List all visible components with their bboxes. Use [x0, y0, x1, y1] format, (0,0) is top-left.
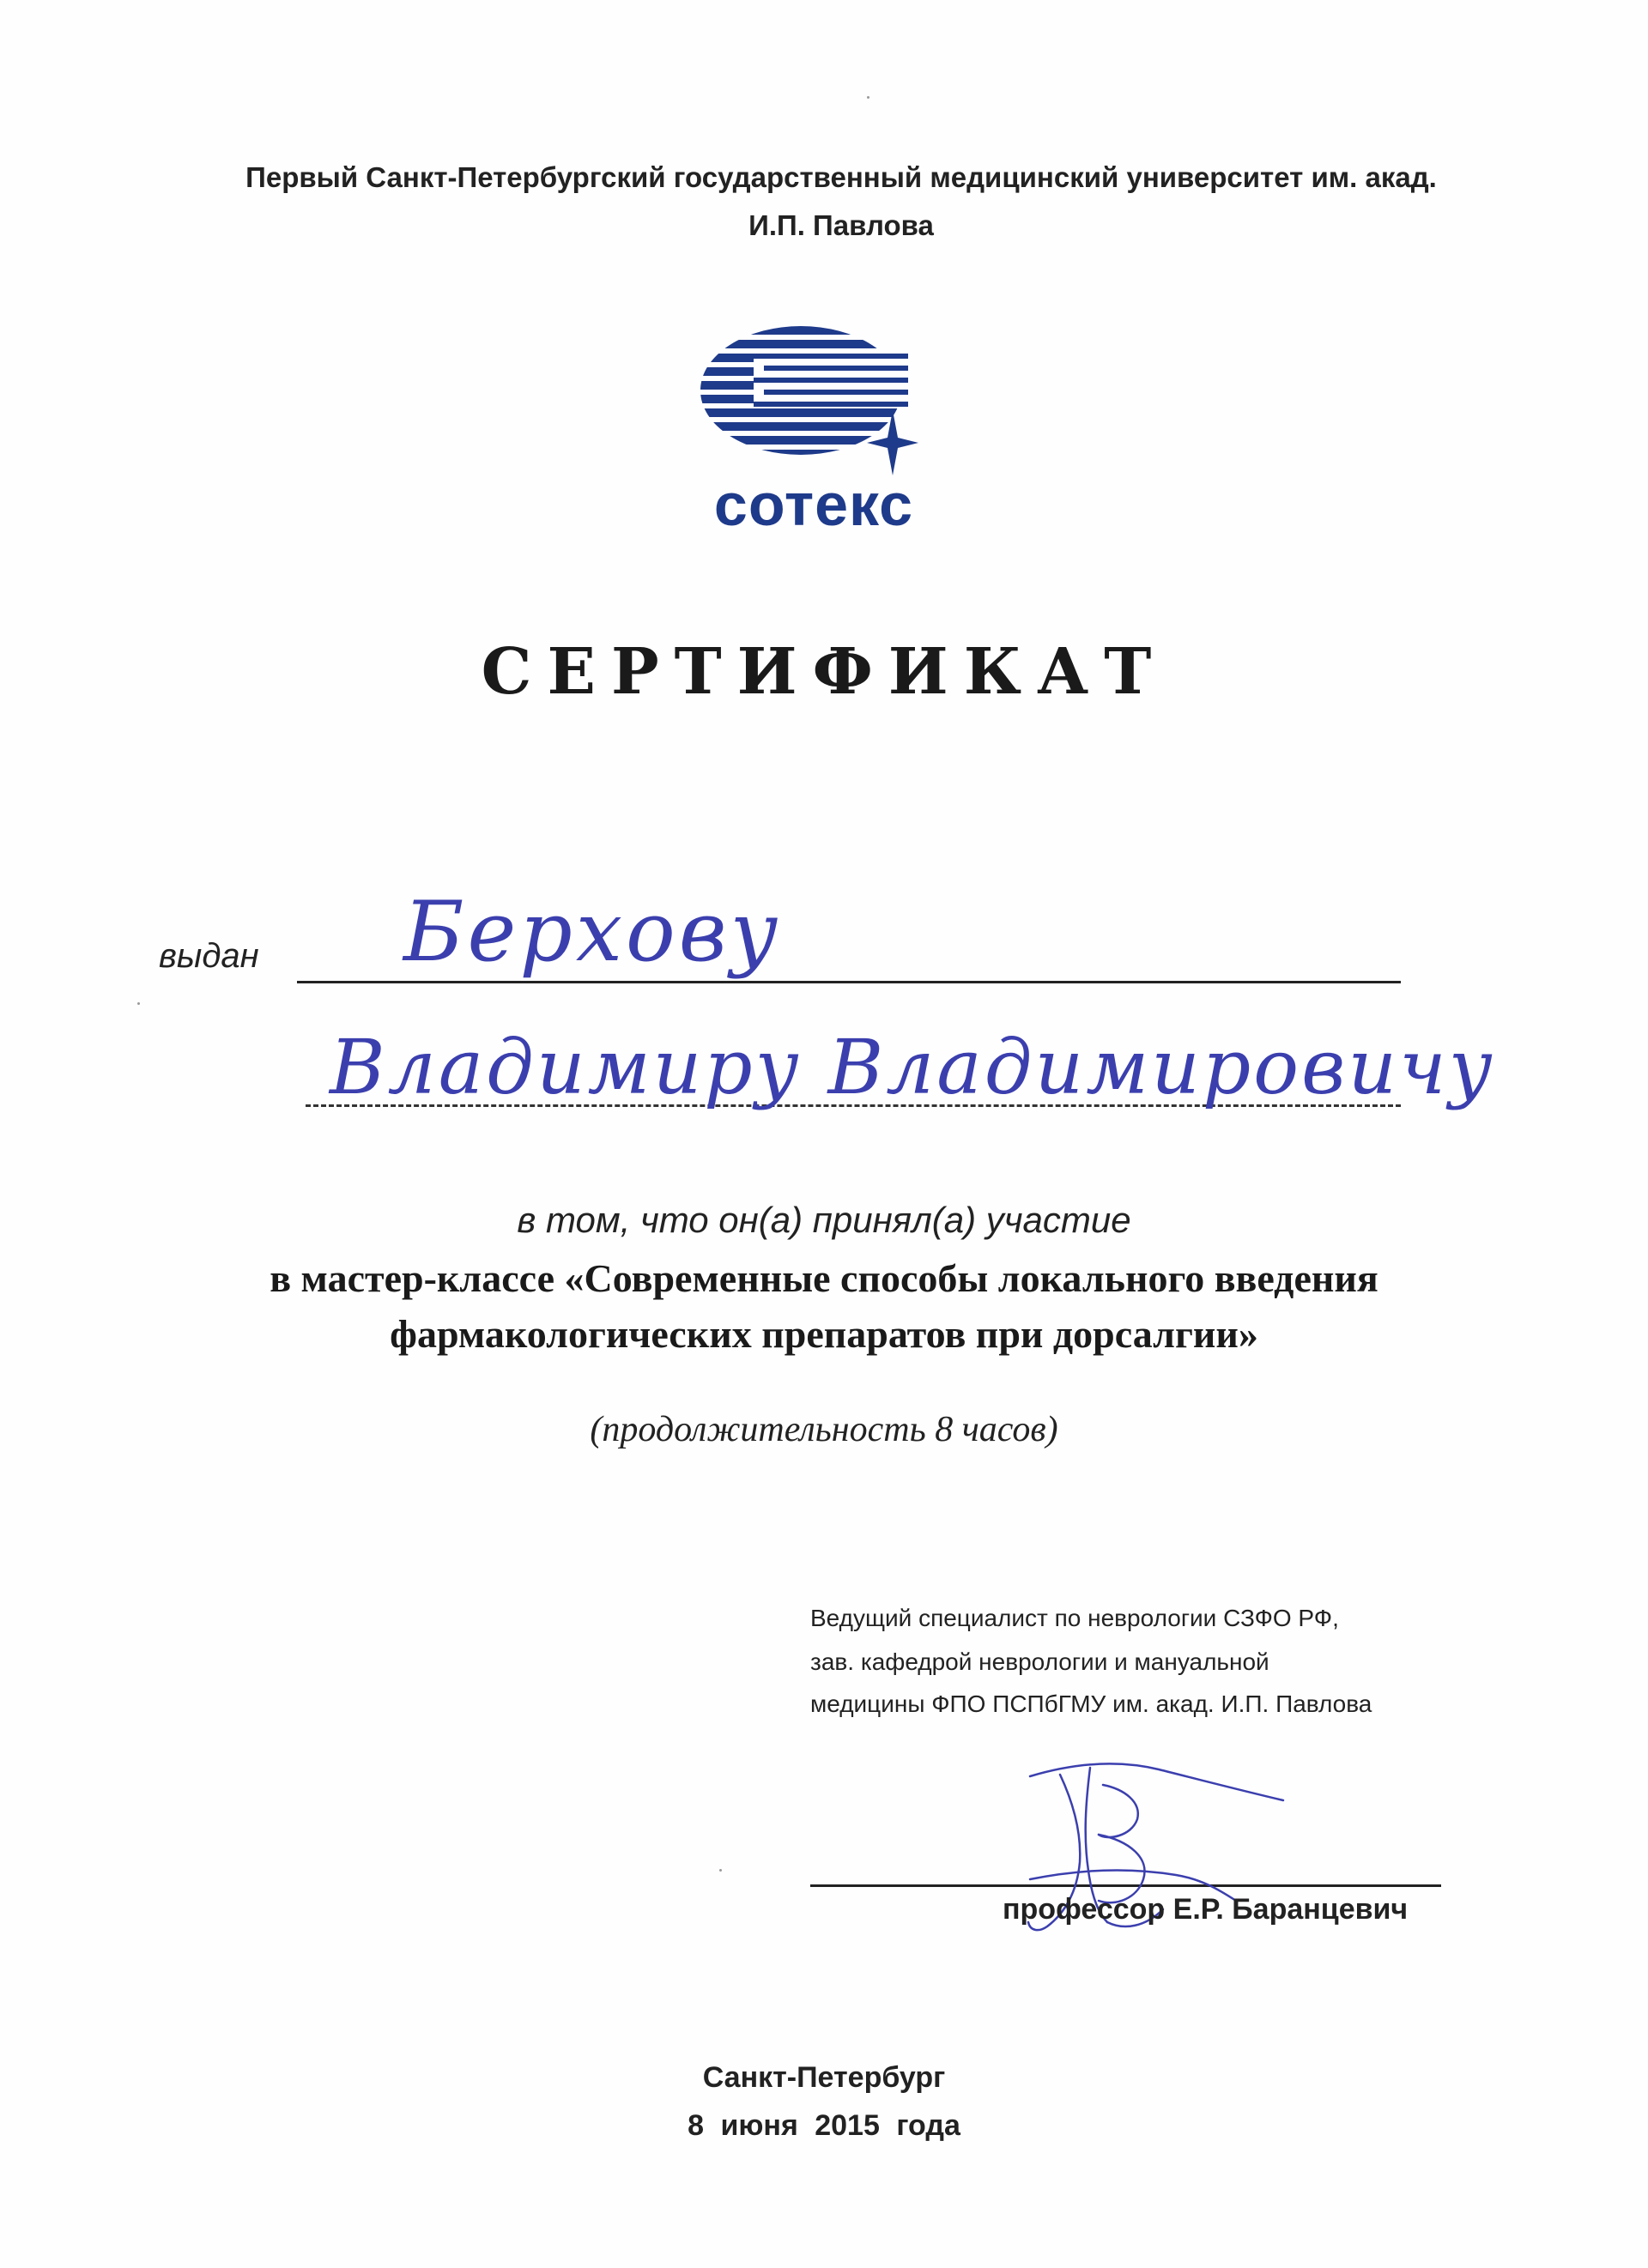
- recipient-surname-handwritten: Берхову: [403, 884, 782, 980]
- issued-label: выдан: [159, 937, 259, 975]
- issue-city: Санкт-Петербург: [702, 2061, 946, 2094]
- paper-speck: [137, 1002, 140, 1005]
- course-title-line1: в мастер-классе «Современные способы локального введения: [270, 1256, 1378, 1300]
- course-duration: (продолжительность 8 часов): [590, 1410, 1058, 1449]
- paper-speck: [719, 1869, 722, 1872]
- recipient-line-1: [297, 981, 1401, 983]
- university-name-line1: Первый Санкт-Петербургский государственный медицинский университет им. акад.: [245, 161, 1437, 193]
- signatory-title-line3: медицины ФПО ПСПбГМУ им. акад. И.П. Павлова: [810, 1690, 1372, 1717]
- participation-text: в том, что он(а) принял(а) участие: [517, 1200, 1131, 1240]
- signatory-title-line2: зав. кафедрой неврологии и мануальной: [810, 1648, 1269, 1675]
- issue-date: 8 июня 2015 года: [688, 2109, 960, 2142]
- university-name-line2: И.П. Павлова: [748, 209, 934, 241]
- signatory-title-line1: Ведущий специалист по неврологии СЗФО РФ,: [810, 1605, 1339, 1631]
- course-title-line2: фармакологических препаратов при дорсалгии»: [390, 1312, 1258, 1356]
- recipient-names-handwritten: Владимиру Владимировичу: [330, 1023, 1495, 1111]
- sotex-logo-word: сотекс: [713, 471, 914, 538]
- signatory-name: профессор Е.Р. Баранцевич: [1003, 1893, 1409, 1926]
- paper-speck: [867, 96, 869, 99]
- certificate-title: СЕРТИФИКАТ: [481, 635, 1167, 709]
